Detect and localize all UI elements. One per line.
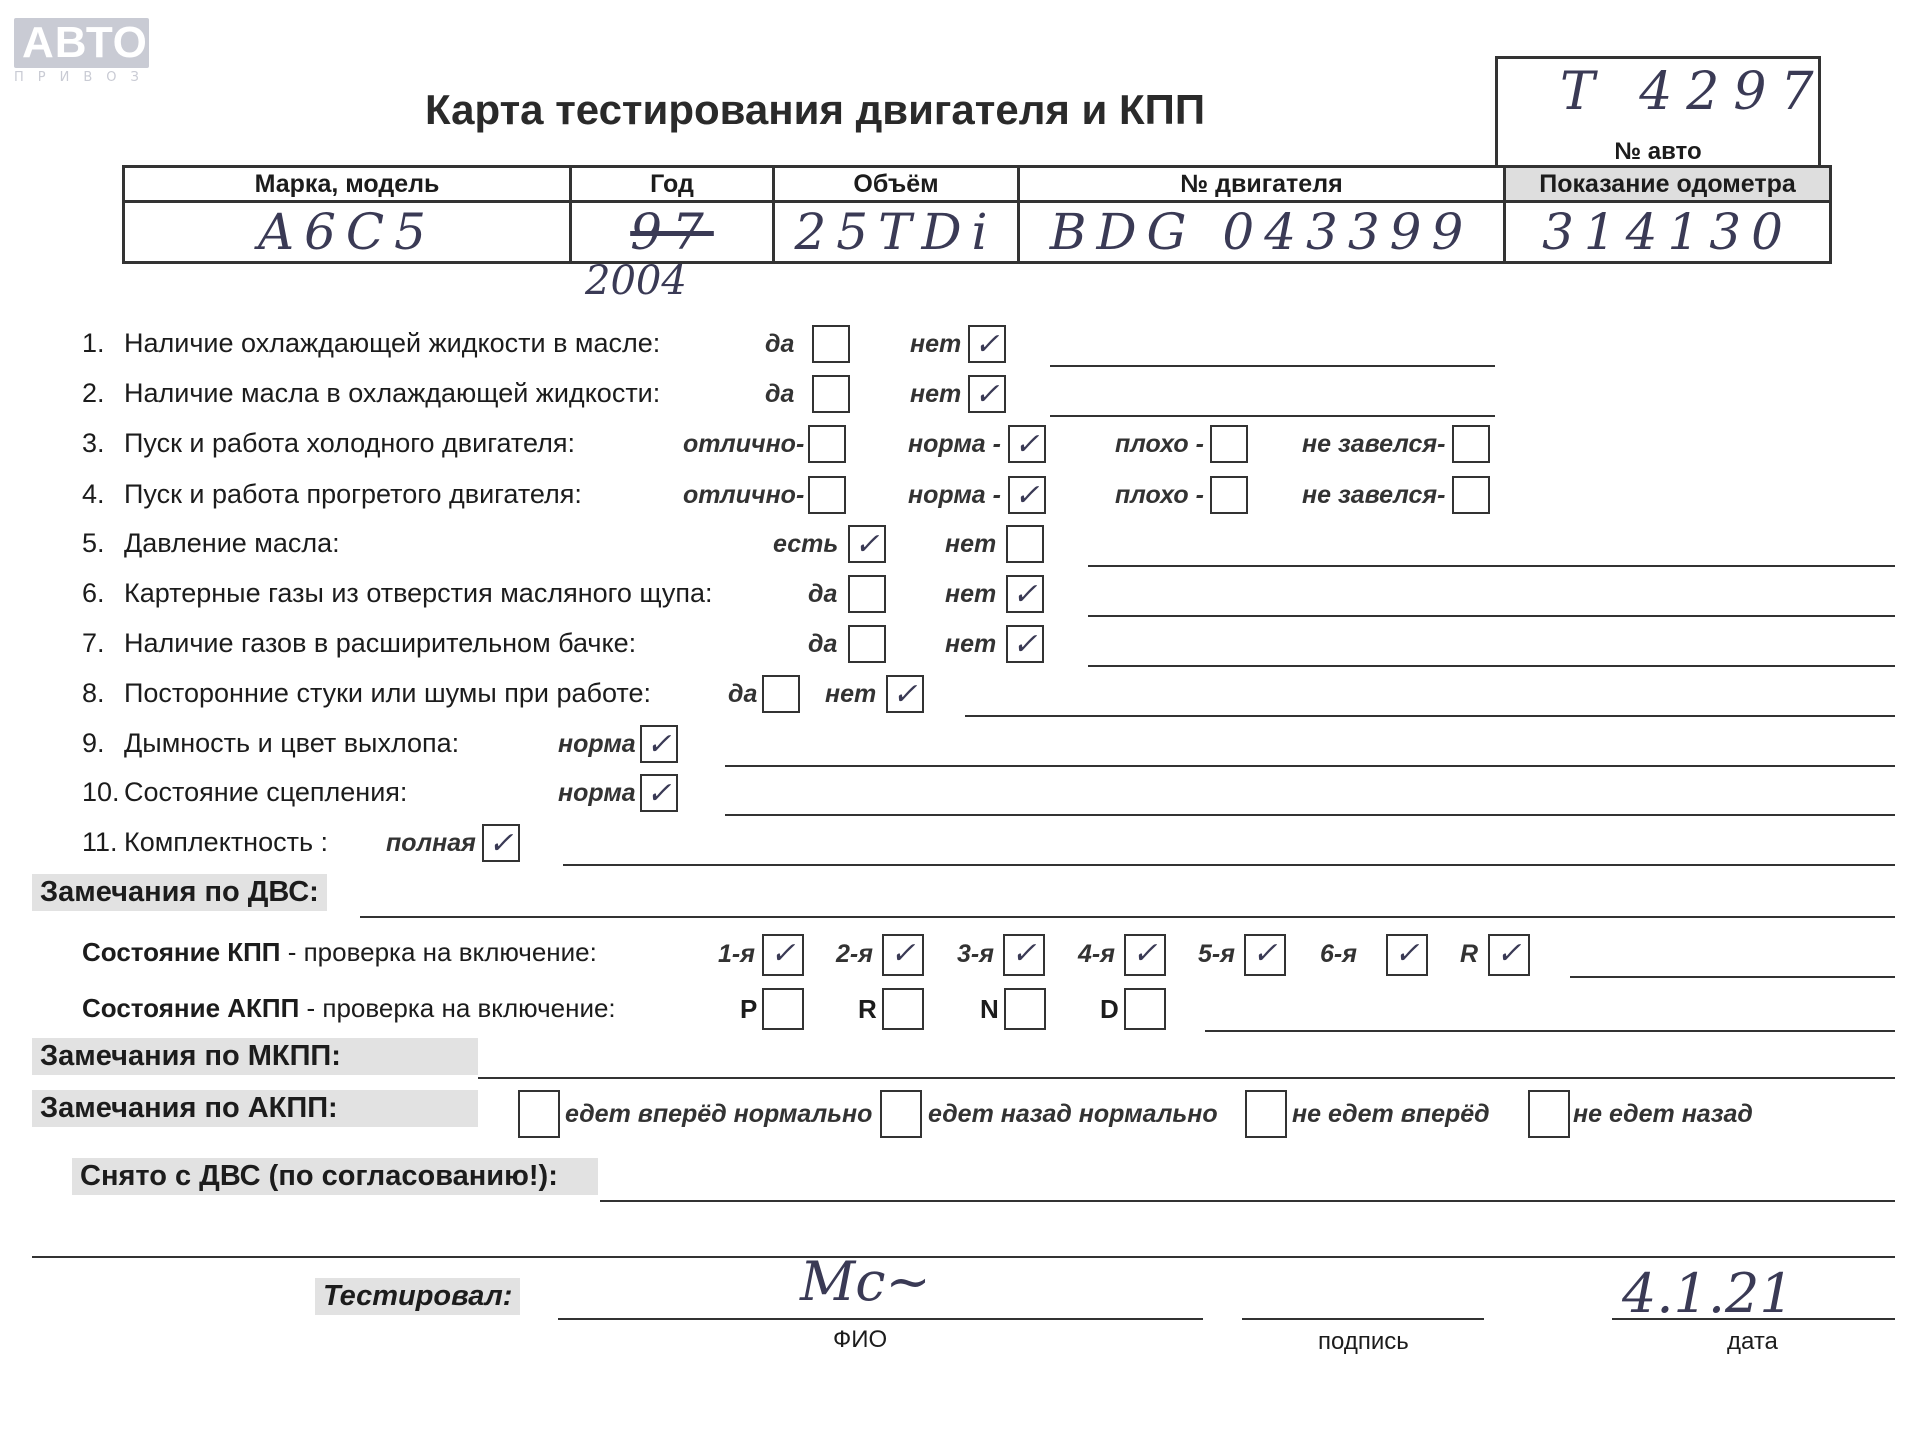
- check-number: 6.: [82, 578, 105, 608]
- check-checkbox[interactable]: [1006, 525, 1044, 563]
- akpp-mode-label: D: [1100, 994, 1119, 1024]
- check-checkbox[interactable]: ✓: [640, 774, 678, 812]
- check-text: Состояние сцепления:: [124, 777, 408, 807]
- check-number: 8.: [82, 678, 105, 708]
- year-correction: 2004: [585, 258, 687, 304]
- gear-checkbox[interactable]: ✓: [1488, 934, 1530, 976]
- check-checkbox[interactable]: ✓: [1006, 575, 1044, 613]
- check-checkbox[interactable]: ✓: [848, 525, 886, 563]
- signature-line[interactable]: [1242, 1318, 1484, 1320]
- check-number: 3.: [82, 428, 105, 458]
- col-make-model: Марка, модель: [124, 167, 571, 202]
- akpp-option-label: едет назад нормально: [928, 1100, 1218, 1128]
- check-option-label: нет: [910, 380, 962, 408]
- value-odometer[interactable]: 314130: [1505, 202, 1831, 263]
- check-number: 5.: [82, 528, 105, 558]
- check-option-label: да: [728, 680, 758, 708]
- akpp-mode-checkbox[interactable]: [762, 988, 804, 1030]
- check-checkbox[interactable]: ✓: [1006, 625, 1044, 663]
- akpp-option-checkbox[interactable]: [880, 1090, 922, 1138]
- check-remarks-line[interactable]: [725, 765, 1895, 767]
- akpp-option-label: не едет вперёд: [1292, 1100, 1490, 1128]
- check-remarks-line[interactable]: [1088, 665, 1895, 667]
- akpp-option-label: едет вперёд нормально: [565, 1100, 873, 1128]
- remarks-engine-line[interactable]: [360, 916, 1895, 918]
- value-volume[interactable]: 25TDi: [774, 202, 1019, 263]
- tested-label: Тестировал:: [315, 1278, 520, 1315]
- signature-caption: подпись: [1318, 1328, 1409, 1355]
- akpp-mode-label: P: [740, 994, 758, 1024]
- removed-line[interactable]: [600, 1200, 1895, 1202]
- check-option-label: отлично-: [683, 430, 805, 458]
- check-checkbox[interactable]: [1452, 476, 1490, 514]
- remarks-mkpp-label: Замечания по МКПП:: [32, 1038, 478, 1075]
- check-checkbox[interactable]: [808, 476, 846, 514]
- gear-label: R: [1460, 940, 1479, 968]
- date-caption: дата: [1727, 1328, 1778, 1355]
- col-odometer: Показание одометра: [1505, 167, 1831, 202]
- check-checkbox[interactable]: ✓: [482, 824, 520, 862]
- akpp-mode-label: R: [858, 994, 877, 1024]
- section-divider: [32, 1256, 1895, 1258]
- check-remarks-line[interactable]: [1088, 615, 1895, 617]
- check-checkbox[interactable]: [848, 625, 886, 663]
- col-year: Год: [571, 167, 774, 202]
- logo-main: АВТО: [14, 18, 149, 68]
- check-checkbox[interactable]: [812, 325, 850, 363]
- gear-label: 2-я: [836, 940, 873, 968]
- check-option-label: нет: [945, 580, 997, 608]
- check-option-label: нет: [825, 680, 877, 708]
- check-checkbox[interactable]: ✓: [968, 325, 1006, 363]
- gear-checkbox[interactable]: ✓: [762, 934, 804, 976]
- check-text: Давление масла:: [124, 528, 340, 558]
- remarks-mkpp-line[interactable]: [478, 1077, 1895, 1079]
- check-checkbox[interactable]: ✓: [1008, 476, 1046, 514]
- check-checkbox[interactable]: [1210, 425, 1248, 463]
- check-text: Пуск и работа прогретого двигателя:: [124, 479, 582, 509]
- akpp-option-label: не едет назад: [1573, 1100, 1753, 1128]
- remarks-engine-label: Замечания по ДВС:: [32, 874, 327, 911]
- check-number: 2.: [82, 378, 105, 408]
- check-text: Комплектность :: [124, 827, 329, 857]
- check-text: Наличие масла в охлаждающей жидкости:: [124, 378, 661, 408]
- check-option-label: полная: [386, 829, 476, 857]
- value-year[interactable]: 97: [571, 202, 774, 263]
- check-option-label: норма -: [908, 430, 1001, 458]
- page-title: Карта тестирования двигателя и КПП: [425, 86, 1206, 133]
- check-number: 11.: [82, 827, 118, 857]
- check-number: 7.: [82, 628, 105, 658]
- vehicle-number-value[interactable]: Т 4297: [1560, 62, 1828, 122]
- check-option-label: не завелся-: [1302, 481, 1446, 509]
- check-text: Картерные газы из отверстия масляного щупа:: [124, 578, 713, 608]
- check-option-label: да: [765, 330, 795, 358]
- date-line[interactable]: [1612, 1318, 1895, 1320]
- gear-label: 3-я: [957, 940, 994, 968]
- akpp-option-checkbox[interactable]: [518, 1090, 560, 1138]
- gear-label: 1-я: [718, 940, 755, 968]
- check-checkbox[interactable]: [1452, 425, 1490, 463]
- check-option-label: норма: [558, 730, 636, 758]
- check-number: 1.: [82, 328, 105, 358]
- vehicle-info-table: [122, 165, 1832, 264]
- check-number: 4.: [82, 479, 105, 509]
- remarks-akpp-label: Замечания по АКПП:: [32, 1090, 478, 1127]
- gear-checkbox[interactable]: ✓: [1003, 934, 1045, 976]
- check-option-label: плохо -: [1115, 430, 1204, 458]
- check-option-label: отлично-: [683, 481, 805, 509]
- logo: [14, 18, 153, 85]
- check-option-label: нет: [945, 630, 997, 658]
- check-checkbox[interactable]: ✓: [1008, 425, 1046, 463]
- removed-label: Снято с ДВС (по согласованию!):: [72, 1158, 598, 1195]
- akpp-mode-checkbox[interactable]: [1004, 988, 1046, 1030]
- akpp-remarks-line[interactable]: [1205, 1030, 1895, 1032]
- tester-signature-handwriting: Мс~: [800, 1250, 931, 1313]
- value-make-model[interactable]: A6C5: [124, 202, 571, 263]
- check-remarks-line[interactable]: [725, 814, 1895, 816]
- check-number: 10.: [82, 777, 120, 807]
- check-checkbox[interactable]: [762, 675, 800, 713]
- fio-line[interactable]: [558, 1318, 1203, 1320]
- gear-label: 5-я: [1198, 940, 1235, 968]
- col-volume: Объём: [774, 167, 1019, 202]
- check-remarks-line[interactable]: [1088, 565, 1895, 567]
- gear-label: 6-я: [1320, 940, 1357, 968]
- check-remarks-line[interactable]: [563, 864, 1895, 866]
- date-value[interactable]: 4.1.21: [1622, 1262, 1794, 1325]
- logo-sub: ПРИВОЗ: [14, 70, 153, 85]
- check-checkbox[interactable]: ✓: [886, 675, 924, 713]
- gear-checkbox[interactable]: ✓: [1386, 934, 1428, 976]
- col-engine-number: № двигателя: [1019, 167, 1505, 202]
- gear-checkbox[interactable]: ✓: [882, 934, 924, 976]
- check-checkbox[interactable]: [808, 425, 846, 463]
- check-remarks-line[interactable]: [965, 715, 1895, 717]
- check-checkbox[interactable]: [1210, 476, 1248, 514]
- akpp-mode-label: N: [980, 994, 999, 1024]
- check-checkbox[interactable]: [812, 375, 850, 413]
- check-option-label: норма -: [908, 481, 1001, 509]
- check-option-label: да: [765, 380, 795, 408]
- check-option-label: да: [808, 580, 838, 608]
- akpp-mode-checkbox[interactable]: [882, 988, 924, 1030]
- check-option-label: есть: [773, 530, 839, 558]
- akpp-label: Состояние АКПП - проверка на включение:: [82, 993, 616, 1023]
- vehicle-number-label: № авто: [1614, 138, 1702, 165]
- check-number: 9.: [82, 728, 105, 758]
- kpp-label: Состояние КПП - проверка на включение:: [82, 937, 597, 967]
- check-option-label: плохо -: [1115, 481, 1204, 509]
- check-option-label: нет: [945, 530, 997, 558]
- check-text: Наличие газов в расширительном бачке:: [124, 628, 637, 658]
- check-checkbox[interactable]: ✓: [968, 375, 1006, 413]
- gear-checkbox[interactable]: ✓: [1124, 934, 1166, 976]
- check-option-label: норма: [558, 779, 636, 807]
- gear-checkbox[interactable]: ✓: [1244, 934, 1286, 976]
- check-text: Наличие охлаждающей жидкости в масле:: [124, 328, 661, 358]
- akpp-mode-checkbox[interactable]: [1124, 988, 1166, 1030]
- check-option-label: не завелся-: [1302, 430, 1446, 458]
- akpp-option-checkbox[interactable]: [1528, 1090, 1570, 1138]
- gear-label: 4-я: [1078, 940, 1115, 968]
- check-option-label: нет: [910, 330, 962, 358]
- akpp-option-checkbox[interactable]: [1245, 1090, 1287, 1138]
- check-option-label: да: [808, 630, 838, 658]
- kpp-remarks-line[interactable]: [1570, 976, 1895, 978]
- check-checkbox[interactable]: [848, 575, 886, 613]
- check-remarks-line[interactable]: [1050, 415, 1495, 417]
- check-text: Пуск и работа холодного двигателя:: [124, 428, 575, 458]
- check-checkbox[interactable]: ✓: [640, 725, 678, 763]
- fio-caption: ФИО: [833, 1326, 888, 1353]
- check-text: Дымность и цвет выхлопа:: [124, 728, 460, 758]
- check-remarks-line[interactable]: [1050, 365, 1495, 367]
- value-engine-number[interactable]: BDG 043399: [1019, 202, 1505, 263]
- check-text: Посторонние стуки или шумы при работе:: [124, 678, 651, 708]
